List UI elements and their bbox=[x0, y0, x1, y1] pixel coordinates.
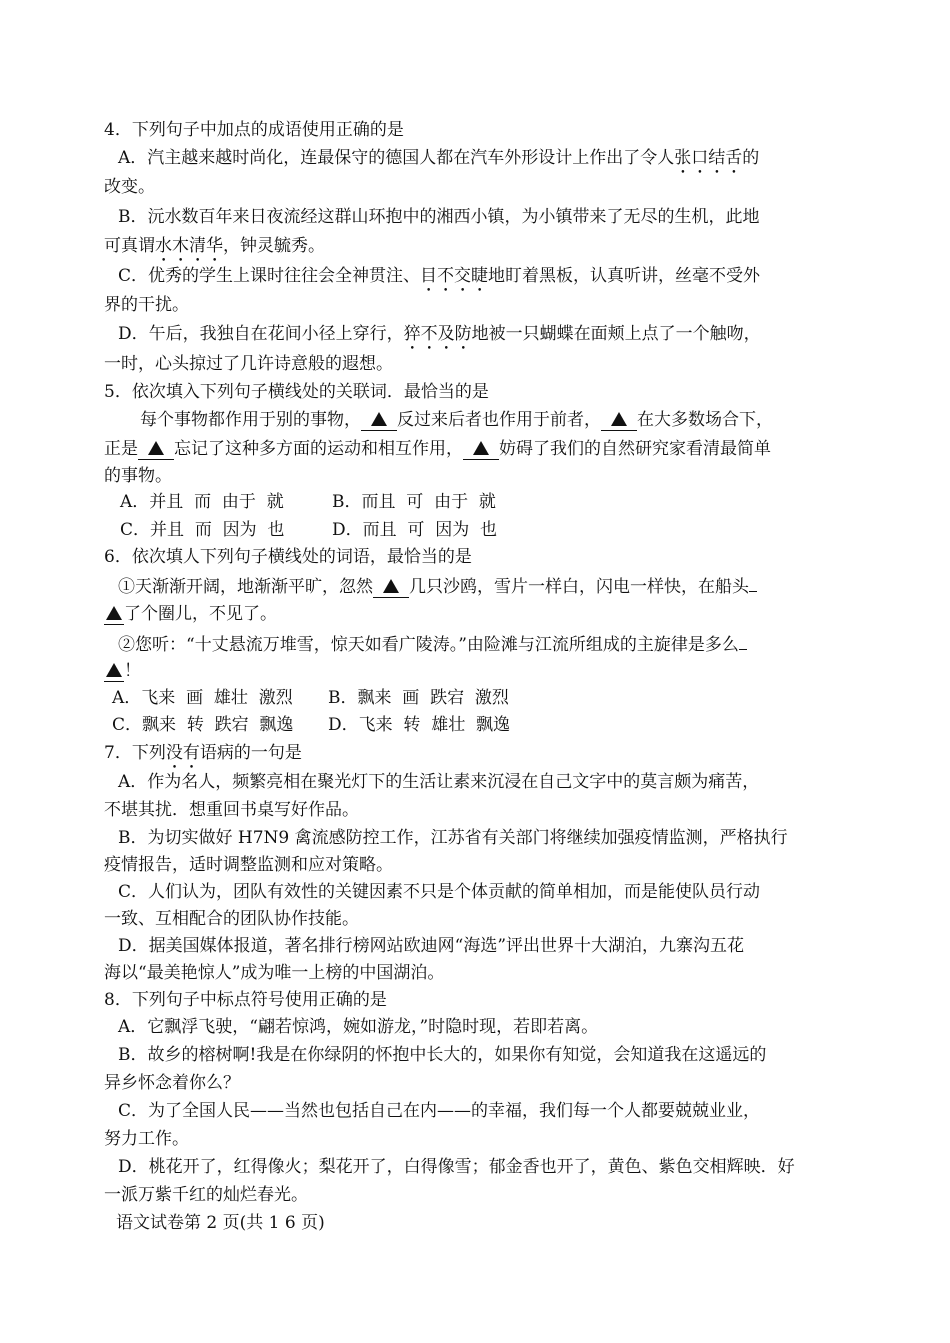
q4-b-pre: 可真谓 bbox=[104, 236, 155, 256]
q5-p1-b: 反过来后者也作用于前者， bbox=[397, 410, 601, 430]
page-footer: 语文试卷第 2 页(共 1 6 页) bbox=[116, 1213, 325, 1233]
q4-a-text: A．汽主越来越时尚化，连最保守的德国人都在汽车外形设计上作出了令人 bbox=[118, 148, 675, 168]
q6-sentence2-line1 bbox=[118, 631, 866, 657]
q8-option-c-line1: C．为了全国人民——当然也包括自己在内——的幸福，我们每一个人都要兢兢业业， bbox=[118, 1101, 761, 1121]
q6-blank-2 bbox=[104, 604, 124, 625]
blank-triangle-icon bbox=[473, 441, 489, 455]
q5-options-row2 bbox=[120, 518, 868, 544]
q7-stem-post: 语病的一句是 bbox=[199, 743, 302, 763]
q7-option-c-line2: 一致、互相配合的团队协作技能。 bbox=[104, 909, 359, 929]
q4-d-idiom: 猝不及防 bbox=[403, 324, 472, 344]
q7-option-b-line1: B．为切实做好 H7N9 禽流感防控工作，江苏省有关部门将继续加强疫情监测，严格执行 bbox=[118, 828, 788, 848]
q6-sentence1-line1 bbox=[118, 573, 866, 599]
q8-option-a: A．它飘浮飞驶，“翩若惊鸿，婉如游龙，”时隐时现，若即若离。 bbox=[118, 1017, 599, 1037]
q5-option-d: D．而且 可 因为 也 bbox=[332, 520, 498, 540]
q5-p2-b: 忘记了这种多方面的运动和相互作用， bbox=[174, 439, 463, 459]
q6-s1-b: 几只沙鸥，雪片一样白，闪电一样快，在船头 bbox=[409, 577, 749, 597]
q7-option-c-line1: C．人们认为，团队有效性的关键因素不只是个体贡献的简单相加，而是能使队员行动 bbox=[118, 882, 761, 902]
q5-passage-line3: 的事物。 bbox=[104, 466, 172, 486]
q6-sentence2-line2 bbox=[104, 659, 852, 685]
q6-sentence1-line2 bbox=[104, 602, 852, 628]
q7-option-d-line1: D．据美国媒体报道，著名排行榜网站欧迪网“海选”评出世界十大湖泊，九寨沟五花 bbox=[118, 936, 745, 956]
q6-option-c: C．飘来 转 跌宕 飘逸 bbox=[112, 715, 294, 735]
q5-passage-line1 bbox=[140, 408, 888, 434]
q5-p2-a: 正是 bbox=[104, 439, 138, 459]
blank-triangle-icon bbox=[148, 441, 164, 455]
q6-s2-b: ！ bbox=[124, 661, 141, 681]
q4-b-idiom: 水木清华 bbox=[155, 236, 223, 256]
q7-option-a-line2: 不堪其扰．想重回书桌写好作品。 bbox=[104, 800, 359, 820]
q7-option-d-line2: 海以“最美艳惊人”成为唯一上榜的中国湖泊。 bbox=[104, 963, 445, 983]
q6-options-row1 bbox=[112, 686, 860, 712]
q6-blank-3-start bbox=[739, 631, 747, 650]
q6-options-row2 bbox=[112, 713, 860, 739]
q4-c-post: 地盯着黑板，认真听讲，丝毫不受外 bbox=[488, 266, 761, 286]
q6-s1-c: 了个圈儿，不见了。 bbox=[124, 604, 277, 624]
q4-d-post: 地被一只蝴蝶在面颊上点了一个触吻， bbox=[471, 324, 761, 344]
q7-stem-pre: 7．下列 bbox=[104, 743, 166, 763]
q6-blank-2-start bbox=[749, 573, 757, 592]
blank-triangle-icon bbox=[106, 663, 122, 677]
q4-option-a-line1 bbox=[118, 146, 866, 172]
q6-option-b: B．飘来 画 跌宕 激烈 bbox=[328, 688, 509, 708]
q5-blank-4 bbox=[463, 439, 499, 460]
q5-options-row1 bbox=[120, 490, 868, 516]
q4-c-pre: C．优秀的学生上课时往往会全神贯注、 bbox=[118, 266, 421, 286]
q4-option-a-line2: 改变。 bbox=[104, 177, 155, 197]
q5-option-a: A．并且 而 由于 就 bbox=[120, 492, 284, 512]
q8-option-c-line2: 努力工作。 bbox=[104, 1129, 189, 1149]
q4-option-c-line2: 界的干扰。 bbox=[104, 295, 189, 315]
q6-option-a: A．飞来 画 雄壮 激烈 bbox=[112, 688, 293, 708]
q6-s2-a: ②您听：“十丈悬流万堆雪，惊天如看广陵涛。”由险滩与江流所组成的主旋律是多么 bbox=[118, 635, 739, 655]
q5-blank-1 bbox=[361, 410, 397, 431]
q4-c-idiom: 目不交睫 bbox=[420, 266, 489, 286]
q4-b-post: ，钟灵毓秀。 bbox=[223, 236, 325, 256]
blank-triangle-icon bbox=[611, 412, 627, 426]
q5-blank-2 bbox=[601, 410, 637, 431]
q7-stem bbox=[104, 741, 852, 767]
q8-option-d-line1: D．桃花开了，红得像火；梨花开了，白得像雪；郁金香也开了，黄色、紫色交相辉映．好 bbox=[118, 1157, 795, 1177]
q4-a-idiom: 张口结舌 bbox=[674, 148, 743, 168]
q7-option-a-line1: A．作为名人，频繁亮相在聚光灯下的生活让素来沉浸在自己文字中的莫言颇为痛苦， bbox=[118, 772, 760, 792]
q4-stem: 4．下列句子中加点的成语使用正确的是 bbox=[104, 120, 404, 140]
q5-p1-a: 每个事物都作用于别的事物， bbox=[140, 410, 361, 430]
q5-p2-c: 妨碍了我们的自然研究家看清最简单 bbox=[499, 439, 771, 459]
q4-a-tail: 的 bbox=[742, 148, 760, 168]
q7-stem-emphasis: 没有 bbox=[165, 743, 200, 763]
q8-option-d-line2: 一派万紫千红的灿烂春光。 bbox=[104, 1185, 308, 1205]
q6-s1-a: ①天渐渐开阔，地渐渐平旷，忽然 bbox=[118, 577, 373, 597]
q6-blank-1 bbox=[373, 577, 409, 598]
q8-option-b-line2: 异乡怀念着你么？ bbox=[104, 1073, 240, 1093]
q7-option-b-line2: 疫情报告，适时调整监测和应对策略。 bbox=[104, 855, 393, 875]
q4-option-b-line1: B．沅水数百年来日夜流经这群山环抱中的湘西小镇，为小镇带来了无尽的生机，此地 bbox=[118, 207, 760, 227]
q4-option-c-line1 bbox=[118, 264, 866, 290]
blank-triangle-icon bbox=[383, 579, 399, 593]
q5-stem: 5．依次填入下列句子横线处的关联词．最恰当的是 bbox=[104, 382, 489, 402]
q5-p1-c: 在大多数场合下， bbox=[637, 410, 773, 430]
q8-stem: 8．下列句子中标点符号使用正确的是 bbox=[104, 990, 387, 1010]
q4-d-pre: D．午后，我独自在花间小径上穿行， bbox=[118, 324, 404, 344]
q4-option-b-line2 bbox=[104, 234, 852, 260]
q6-option-d: D．飞来 转 雄壮 飘逸 bbox=[328, 715, 511, 735]
q5-option-b: B．而且 可 由于 就 bbox=[332, 492, 496, 512]
q5-blank-3 bbox=[138, 439, 174, 460]
q5-passage-line2 bbox=[104, 437, 852, 463]
q4-option-d-line1 bbox=[118, 322, 866, 348]
q6-blank-3 bbox=[104, 661, 124, 682]
q6-stem: 6．依次填人下列句子横线处的词语，最恰当的是 bbox=[104, 547, 472, 567]
q5-option-c: C．并且 而 因为 也 bbox=[120, 520, 285, 540]
blank-triangle-icon bbox=[371, 412, 387, 426]
blank-triangle-icon bbox=[106, 606, 122, 620]
q4-option-d-line2: 一时，心头掠过了几许诗意般的遐想。 bbox=[104, 354, 393, 374]
q8-option-b-line1: B．故乡的榕树啊!我是在你绿阴的怀抱中长大的，如果你有知觉，会知道我在这遥远的 bbox=[118, 1045, 767, 1065]
